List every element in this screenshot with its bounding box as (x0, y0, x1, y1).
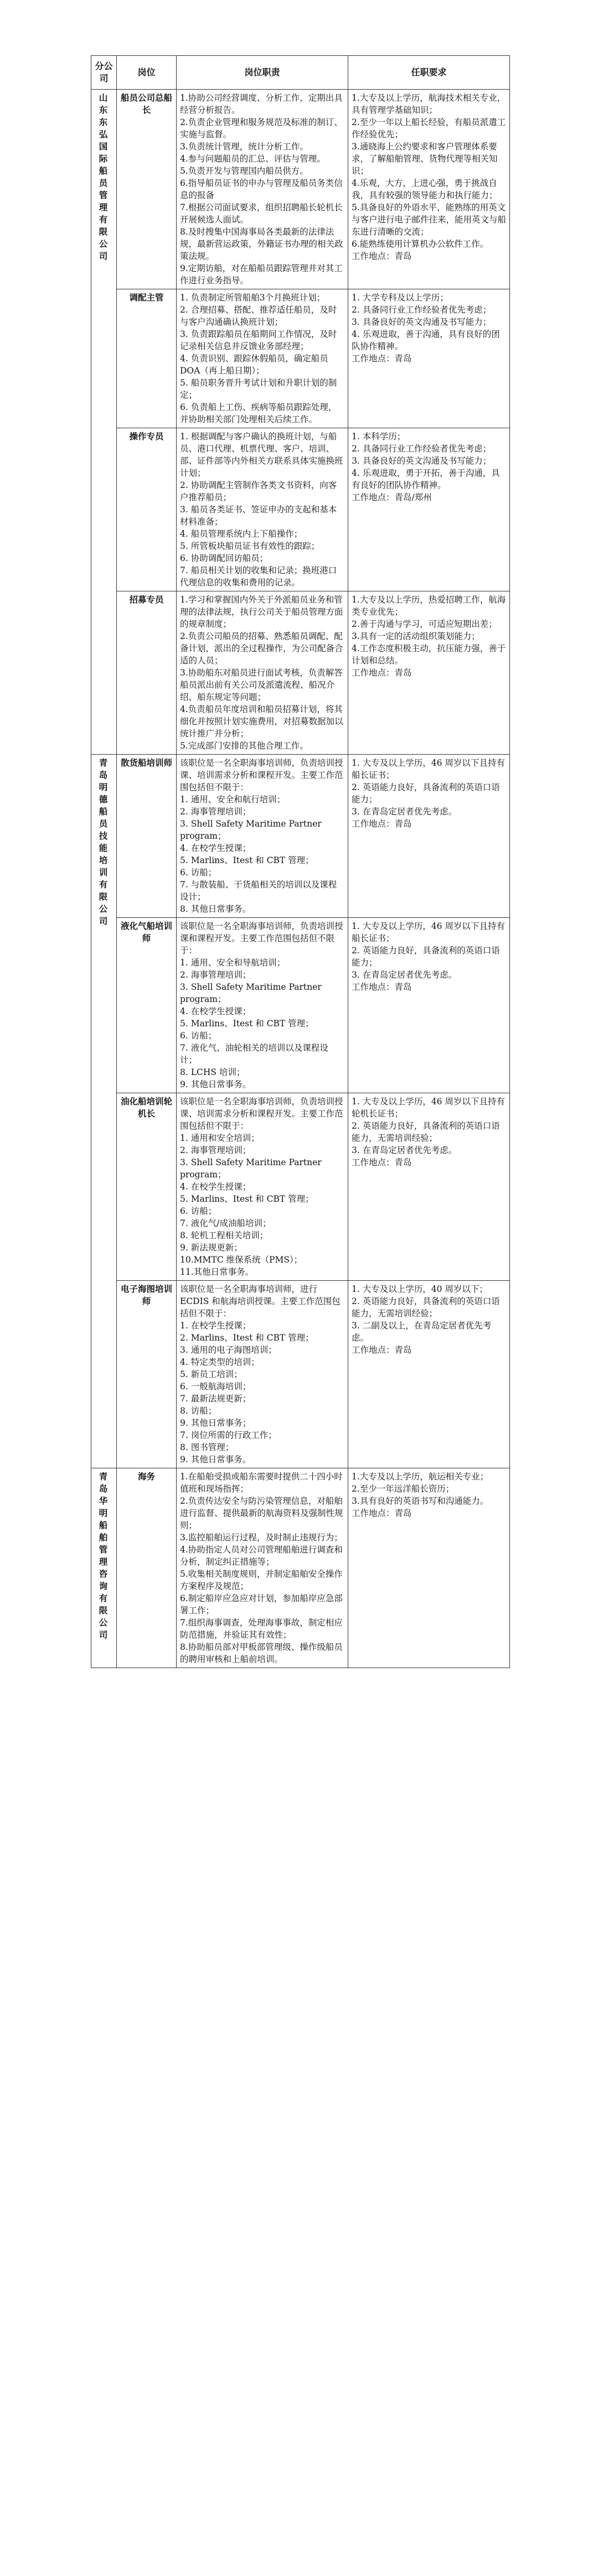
requirement-line: 3. 在青岛定居者优先考虑。 (352, 970, 457, 980)
requirements-cell (348, 1093, 510, 1281)
position-cell: 调配主管 (117, 289, 177, 428)
duty-line: 7. 船员相关计划的收集和记录；换班港口代理信息的收集和费用的记录。 (180, 565, 337, 588)
duty-line: 7. 岗位所需的行政工作； (180, 1430, 277, 1440)
requirement-line: 2. 具备同行业工作经验者优先考虑； (352, 444, 492, 454)
requirement-line: 2. 具备同行业工作经验者优先考虑； (352, 305, 492, 315)
duty-line: 1. 通用和安全培训； (180, 1133, 260, 1143)
duty-line: 1. 根据调配与客户确认的换班计划，与船员、港口代理、机票代理、客户、培训、部、证件部等内外相关方联系具体实施换班计划； (180, 432, 343, 478)
requirement-line: 4. 乐观进取，勇于开拓，善于沟通，具有良好的团队协作精神。 (352, 468, 500, 490)
duty-line: 3.监控船舶运行过程，及时制止违规行为； (180, 1533, 343, 1543)
requirement-line: 1. 大专及以上学历，46 周岁以下且持有轮机长证书； (352, 1097, 505, 1119)
requirements-cell (348, 90, 510, 289)
requirement-line: 6.能熟练使用计算机办公软件工作。 (352, 239, 489, 249)
requirement-line: 1. 大专及以上学历，46 周岁以下且持有船长证书； (352, 921, 505, 943)
position-cell: 招募专员 (117, 591, 177, 755)
requirement-line: 3.具有一定的活动组织策划能力； (352, 631, 480, 641)
duty-line: 6. 访船； (180, 1206, 217, 1216)
duty-line: 1. 通用、安全和导航培训； (180, 958, 286, 968)
duty-line: 4.负责船员年度培训和船员招募计划，将其细化并按照计划实施费用，对招募数据加以统计推广并分析； (180, 704, 343, 739)
duty-line: 4. 特定类型的培训； (180, 1357, 260, 1367)
duty-line: 9.定期访船，对在船船员跟踪管理并对其工作进行业务指导。 (180, 263, 343, 285)
duties-cell (177, 1468, 348, 1668)
job-table (91, 55, 510, 1668)
duty-line: 7. 与散装船、干货船相关的培训以及课程设计； (180, 880, 337, 902)
duty-line: 4. 船员管理系统内上下船操作； (180, 529, 303, 539)
duty-line: 7.根据公司面试要求，组织招聘船长轮机长开展候选人面试。 (180, 202, 343, 225)
requirement-line: 工作地点：青岛 (352, 1508, 412, 1518)
duty-line: 5. 新员工培训； (180, 1369, 243, 1379)
duty-line: 3. 船员各类证书、签证申办的支起和基本材料准备； (180, 505, 337, 527)
duty-line: 2. 海事管理培训； (180, 970, 251, 980)
duty-line: 5. Marlins、Itest 和 CBT 管理； (180, 855, 314, 865)
duty-line: 5.负责开发与管理国内船员供方。 (180, 166, 308, 176)
requirement-line: 3.通晓海上公约要求和客户管理体系要求，了解船舶管理、货物代理等相关知识； (352, 142, 498, 176)
duty-line: 6.指导船员证书的申办与管理及船员务类信息的报备 (180, 178, 343, 200)
header-company: 分公司 (91, 56, 117, 90)
duty-line: 6. 访船； (180, 868, 217, 877)
position-cell: 船员公司总船长 (117, 90, 177, 289)
duty-line: 8. LCHS 培训； (180, 1067, 245, 1077)
duty-line: 3.协助船东对船员进行面试考核，负责解答船员派出前有关公司及派遣流程、船况介绍、船东规定等问题； (180, 668, 343, 702)
duty-line: 8.协助船员部对甲板部管理级、操作级船员的聘用审核和上船前培训。 (180, 1642, 343, 1664)
duty-line: 9. 其他日常事务。 (180, 1079, 251, 1089)
duty-line: 5. Marlins、Itest 和 CBT 管理； (180, 1194, 314, 1204)
duty-line: 3. Shell Safety Maritime Partner program； (180, 1157, 322, 1180)
table-row (91, 918, 510, 1093)
position-cell: 海务 (117, 1468, 177, 1668)
table-row (91, 1468, 510, 1668)
duty-line: 3. 负责跟踪船员在船期间工作情况，及时记录相关信息并反馈业务部经理； (180, 329, 337, 351)
duty-line: 4. 在校学生授课； (180, 1006, 251, 1016)
table-row (91, 428, 510, 591)
company-cell (91, 90, 117, 755)
duty-line: 5.收集相关制度规则，并制定船舶安全操作方案程序及规范； (180, 1569, 343, 1591)
requirement-line: 3. 二副及以上，在青岛定居者优先考虑。 (352, 1321, 492, 1343)
duty-line: 6. 协助调配回访船员； (180, 553, 269, 563)
duties-cell (177, 755, 348, 918)
requirement-line: 工作地点：青岛 (352, 668, 412, 678)
table-row (91, 90, 510, 289)
duty-line: 8. 轮机工程相关培训； (180, 1230, 269, 1240)
header-requirements: 任职要求 (348, 56, 510, 90)
requirement-line: 4. 乐观进取，善于沟通，具有良好的团队协作精神。 (352, 329, 500, 351)
requirements-cell (348, 918, 510, 1093)
requirement-line: 4.工作态度积极主动，抗压能力强，善于计划和总结。 (352, 643, 506, 666)
requirements-cell (348, 289, 510, 428)
duty-line: 4. 在校学生授课； (180, 843, 251, 853)
requirement-line: 2. 英语能力良好，具备流利的英语口语能力； (352, 946, 500, 968)
duty-line: 1. 在校学生授课； (180, 1321, 251, 1331)
requirement-line: 1. 大学专科及以上学历； (352, 293, 448, 303)
duty-line: 1. 通用、安全和航行培训； (180, 794, 286, 804)
requirements-cell (348, 1281, 510, 1468)
duty-line: 7. 最新法规更新； (180, 1394, 251, 1404)
duty-line: 11.其他日常事务。 (180, 1267, 254, 1277)
requirements-cell (348, 428, 510, 591)
duty-line: 4.参与问题船员的汇总、评估与管理。 (180, 154, 326, 164)
duty-line: 7. 液化气/成油船培训； (180, 1218, 271, 1228)
duty-line: 10.MMTC 维保系统（PMS）； (180, 1255, 303, 1265)
duty-line: 6. 负责船上工伤、疾病等船员跟踪处理，并协助相关部门处理相关后续工作。 (180, 402, 337, 424)
requirement-line: 工作地点：青岛 (352, 982, 412, 992)
requirement-line: 2. 英语能力良好，具备流利的英语口语能力； (352, 782, 500, 804)
requirement-line: 1. 大专及以上学历，40 周岁以下； (352, 1284, 488, 1294)
company-name: 山东东弘国际船员管理有限公司 (99, 92, 109, 261)
duty-line: 5.完成部门安排的其他合理工作。 (180, 741, 308, 751)
requirement-line: 1.大专及以上学历，航海技术相关专业，具有管理学基础知识； (352, 93, 506, 115)
requirements-cell (348, 755, 510, 918)
requirement-line: 3. 具备良好的英文沟通及书写能力； (352, 456, 492, 466)
table-row (91, 1281, 510, 1468)
requirement-line: 3.具有良好的英语书写和沟通能力。 (352, 1496, 489, 1506)
company-cell (91, 755, 117, 1468)
position-cell: 操作专员 (117, 428, 177, 591)
duties-cell (177, 428, 348, 591)
duty-line: 3. Shell Safety Maritime Partner program； (180, 819, 322, 841)
requirement-line: 2. 英语能力良好，具备流利的英语口语能力，无需培训经验； (352, 1121, 500, 1143)
duty-line: 9. 新法规更新； (180, 1243, 243, 1253)
requirement-line: 工作地点：青岛 (352, 251, 412, 261)
duties-cell (177, 90, 348, 289)
requirement-line: 工作地点：青岛/郑州 (352, 492, 432, 502)
position-cell: 油化船培训轮机长 (117, 1093, 177, 1281)
requirement-line: 1.大专及以上学历，热爱招聘工作，航海类专业优先； (352, 595, 506, 617)
requirement-line: 5.具备良好的外语水平，能熟练的用英文与客户进行电子邮件往来，能用英文与船东进行清晰的交流； (352, 202, 507, 237)
duty-line: 8.及时搜集中国海事局各类最新的法律法规，最新营运政策，外籍证书办理的相关政策法规。 (180, 227, 343, 261)
requirement-line: 1.大专及以上学历，航运相关专业； (352, 1472, 489, 1482)
duty-line: 6.制定船岸应急应对计划，参加船岸应急部署工作； (180, 1593, 343, 1616)
table-row (91, 755, 510, 918)
table-header-row (91, 56, 510, 90)
duty-line: 9. 其他日常事务。 (180, 1455, 251, 1464)
duty-line: 8. 其他日常事务。 (180, 904, 251, 914)
requirement-line: 工作地点：青岛 (352, 819, 412, 829)
duty-line: 5. 所管板块船员证书有效性的跟踪； (180, 541, 320, 551)
duties-cell (177, 1093, 348, 1281)
duties-cell (177, 918, 348, 1093)
position-cell: 散货船培训师 (117, 755, 177, 918)
position-cell: 液化气船培训师 (117, 918, 177, 1093)
duty-line: 2. 海事管理培训； (180, 807, 251, 817)
duties-cell (177, 591, 348, 755)
duty-line: 该职位是一名全职海事培训师，进行 ECDIS 和航海培训授课。主要工作范围包括但不限于： (180, 1284, 341, 1318)
requirement-line: 工作地点：青岛 (352, 1345, 412, 1355)
duty-line: 2. Marlins、Itest 和 CBT 管理； (180, 1333, 314, 1343)
duty-line: 1. 负责制定所管船舶3个月换班计划； (180, 293, 326, 303)
requirement-line: 3. 具备良好的英文沟通及书写能力； (352, 317, 492, 327)
position-cell: 电子海图培训师 (117, 1281, 177, 1468)
duty-line: 5. 船员职务晋升考试计划和升职计划的制定； (180, 378, 337, 400)
requirement-line: 1. 本科学历； (352, 432, 406, 442)
duty-line: 8. 访船； (180, 1406, 217, 1416)
duty-line: 1.在船舶受损或船东需要时提供二十四小时值班和现场指挥； (180, 1472, 343, 1494)
duty-line: 6. 一般航海培训； (180, 1382, 251, 1391)
duty-line: 1.协助公司经营调度、分析工作，定期出具经营分析报告。 (180, 93, 343, 115)
requirement-line: 3. 在青岛定居者优先考虑。 (352, 807, 457, 817)
duty-line: 3. 通用的电子海图培训； (180, 1345, 277, 1355)
duty-line: 4.协助指定人员对公司管理船舶进行调查和分析，制定纠正措施等； (180, 1545, 343, 1567)
requirement-line: 1. 大专及以上学历，46 周岁以下且持有船长证书； (352, 758, 505, 780)
header-position: 岗位 (117, 56, 177, 90)
duty-line: 2.负责公司船员的招募、熟悉船员调配、配备计划，派出的全过程操作，为公司配备合适的人员； (180, 631, 343, 666)
requirement-line: 工作地点：青岛 (352, 1157, 412, 1167)
duty-line: 9. 其他日常事务； (180, 1418, 251, 1428)
duties-cell (177, 1281, 348, 1468)
table-row (91, 1093, 510, 1281)
duty-line: 2. 合理招募、搭配、推荐适任船员，及时与客户沟通确认换班计划； (180, 305, 337, 327)
requirement-line: 4.乐观，大方，上进心强，勇于挑战自我，具有较强的领导能力和执行能力； (352, 178, 498, 200)
header-duties: 岗位职责 (177, 56, 348, 90)
requirement-line: 3. 在青岛定居者优先考虑。 (352, 1145, 457, 1155)
duty-line: 6. 访船； (180, 1031, 217, 1041)
company-name: 青岛华明船舶管理咨询有限公司 (99, 1471, 109, 1640)
duty-line: 3. Shell Safety Maritime Partner program； (180, 982, 322, 1004)
duty-line: 3.负责统计管理，统计分析工作。 (180, 142, 308, 152)
duty-line: 2.负责企业管理和服务规范及标准的制订、实施与监督。 (180, 117, 343, 139)
requirement-line: 2.至少一年远洋船长资历； (352, 1484, 455, 1494)
requirements-cell (348, 591, 510, 755)
duty-line: 2. 协助调配主管制作各类文书资料，向客户推荐船员； (180, 480, 337, 502)
duty-line: 该职位是一名全职海事培训师，负责培训授课和课程开发。主要工作范围包括但不限于： (180, 921, 343, 955)
duty-line: 2. 海事管理培训； (180, 1145, 251, 1155)
requirement-line: 2.至少一年以上船长经验，有船员派遣工作经验优先； (352, 117, 506, 139)
company-name: 青岛明德船员技能培训有限公司 (99, 757, 109, 926)
duty-line: 2.负责传达安全与防污染管理信息，对船舶进行监督、提供最新的航海资料及强制性规则； (180, 1496, 343, 1530)
duty-line: 5. Marlins、Itest 和 CBT 管理； (180, 1019, 314, 1029)
requirement-line: 2.善于沟通与学习，可适应短期出差； (352, 619, 497, 629)
duties-cell (177, 289, 348, 428)
requirement-line: 2. 英语能力良好，具备流利的英语口语能力，无需培训经验； (352, 1296, 500, 1318)
company-cell (91, 1468, 117, 1668)
requirement-line: 工作地点：青岛 (352, 354, 412, 363)
requirements-cell (348, 1468, 510, 1668)
duty-line: 1.学习和掌握国内外关于外派船员业务和管理的法律法规，执行公司关于船员管理方面的规章制度； (180, 595, 343, 629)
table-row (91, 591, 510, 755)
duty-line: 4. 在校学生授课； (180, 1182, 251, 1192)
duty-line: 该职位是一名全职海事培训师，负责培训授课、培训需求分析和课程开发。主要工作范围包括但不限于： (180, 1097, 343, 1131)
duty-line: 7. 液化气、油轮相关的培训以及课程设计； (180, 1043, 328, 1065)
duty-line: 4. 负责识别、跟踪休假船员，确定船员DOA（再上船日期）； (180, 354, 328, 376)
duty-line: 8. 图书管理； (180, 1442, 234, 1452)
table-body (91, 90, 510, 1668)
duty-line: 7.组织海事调查，处理海事事故，制定相应防范措施，并验证其有效性； (180, 1618, 343, 1640)
table-row (91, 289, 510, 428)
duty-line: 该职位是一名全职海事培训师，负责培训授课、培训需求分析和课程开发。主要工作范围包括但不限于： (180, 758, 343, 792)
